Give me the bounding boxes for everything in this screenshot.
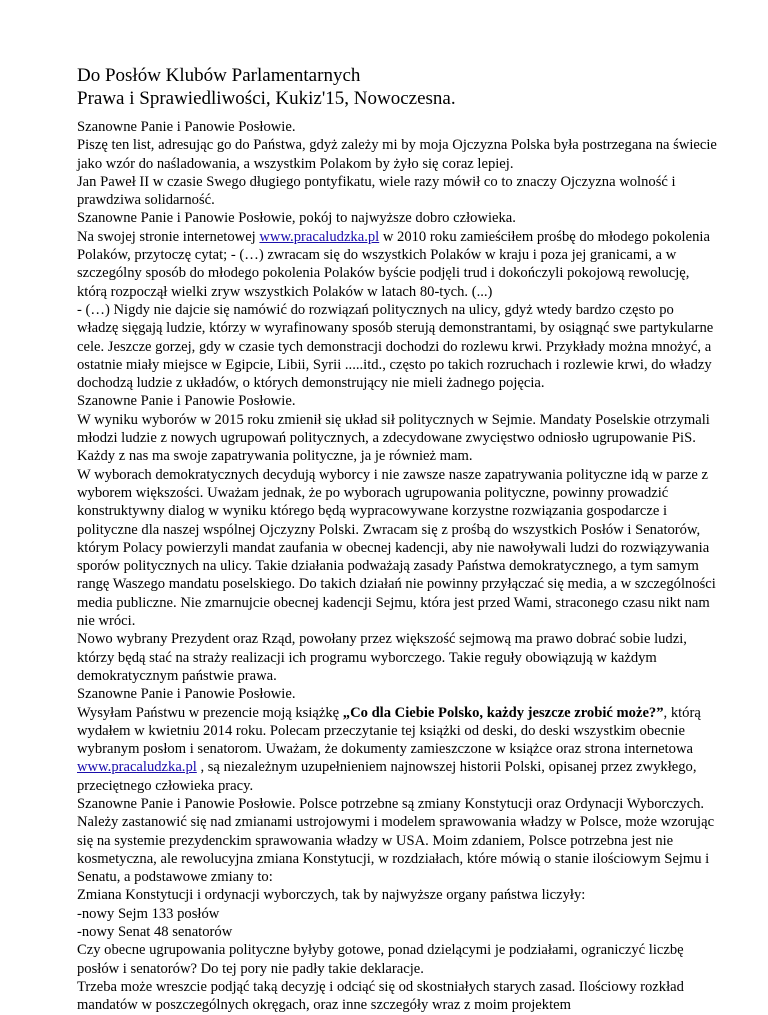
paragraph: Piszę ten list, adresując go do Państwa, gdyż zależy mi by moja Ojczyzna Polska była postrzegana na świecie jako wzór do naśladowania, a wszystkim Polakom by żyło się coraz lepiej. — [77, 137, 717, 172]
paragraph: -nowy Sejm 133 posłów — [77, 905, 220, 922]
paragraph: W wyborach demokratycznych decydują wyborcy i nie zawsze nasze zapatrywania polityczne idą w parze z wyborem większości. Uważam jednak, że po wyborach ugrupowania polityczne, powinny prowadzić konstruktywny dialog w wyniku którego będą wypracowywane korzystne rozwiązania gospodarcze i polityczne dla naszej wspólnej Ojczyzny Polski. Zwracam się z prośbą do wszystkich Posłów i Senatorów, którym Polacy powierzyli mandat zaufania w obecnej kadencji, aby nie nawoływali ludzi do rozwiązywania sporów politycznych na ulicy. Takie działania podważają zasady Państwa demokratycznego, a tym samym rangę Waszego mandatu poselskiego. Do takich działań nie powinny przyłączać się media, a w szczególności media publiczne. Nie zmarnujcie obecnej kadencji Sejmu, która jest przed Wami, straconego czasu nikt nam nie wróci. — [77, 466, 716, 630]
paragraph: Nowo wybrany Prezydent oraz Rząd, powołany przez większość sejmową ma prawo dobrać sobie ludzi, którzy będą stać na straży realizacji ich programu wyborczego. Takie reguły obowiązują w każdym demokratycznym państwie prawa. — [77, 631, 687, 684]
paragraph: -nowy Senat 48 senatorów — [77, 924, 233, 941]
paragraph: Szanowne Panie i Panowie Posłowie. — [77, 119, 296, 135]
heading-line-1: Do Posłów Klubów Parlamentarnych — [77, 65, 361, 86]
text: Wysyłam Państwu w prezencie moją książkę — [77, 704, 343, 721]
paragraph: W wyniku wyborów w 2015 roku zmienił się układ sił politycznych w Sejmie. Mandaty Poselskie otrzymali młodzi ludzie z nowych ugrupowań politycznych, a zdecydowane zwycięstwo odniosło ugrupowanie PiS. Każdy z nas ma swoje zapatrywania polityczne, ja je również mam. — [77, 411, 710, 465]
text: , są niezależnym uzupełnieniem najnowszej historii Polski, opisanej przez zwykłego, przeciętnego człowieka pracy. — [77, 759, 697, 794]
text: w 2010 roku zamieściłem prośbę do młodego pokolenia Polaków, przytoczę cytat; - (…) zwracam się do wszystkich Polaków w kraju i poza jej granicami, a w szczególny sposób do młodego pokolenia Polaków byście podjęli trud i dokończyli pokojową rewolucję, którą rozpoczął wielki zryw wszystkich Polaków w latach 80-tych. (...) — [77, 228, 710, 300]
paragraph — [77, 704, 717, 795]
paragraph: - (…) Nigdy nie dajcie się namówić do rozwiązań politycznych na ulicy, gdyż wtedy bardzo często po władzę sięgają ludzie, którzy w wyrafinowany sposób sterują demonstrantami, by osiągnąć swe partykularne cele. Jeszcze gorzej, gdy w czasie tych demonstracji dochodzi do rozlewu krwi. Przykłady można mnożyć, a ostatnie miały miejsce w Egipcie, Libii, Syrii .....itd., często po takich rozruchach i rozlewie krwi, do władzy dochodzą ludzie z układów, o których demonstrujący nie mieli żadnego pojęcia. — [77, 301, 714, 392]
paragraph: Czy obecne ugrupowania polityczne byłyby gotowe, ponad dzielącymi je podziałami, ograniczyć liczbę posłów i senatorów? Do tej pory nie padły takie deklaracje. — [77, 942, 684, 977]
paragraph: Szanowne Panie i Panowie Posłowie. Polsce potrzebne są zmiany Konstytucji oraz Ordynacji Wyborczych. Należy zastanowić się nad zmianami ustrojowymi i modelem sprawowania władzy w Polsce, może wzorując się na systemie prezydenckim sprawowania władzy w USA. Moim zdaniem, Polsce potrzebna jest nie kosmetyczna, ale rewolucyjna zmiana Konstytucji, w rozdziałach, które mówią o stanie ilościowym Sejmu i Senatu, a podstawowe zmiany to: — [77, 795, 715, 886]
paragraph — [77, 228, 717, 301]
website-link[interactable]: www.pracaludzka.pl — [77, 759, 197, 776]
letter-page — [77, 64, 717, 1015]
paragraph: Szanowne Panie i Panowie Posłowie, pokój to najwyższe dobro człowieka. — [77, 210, 516, 227]
text: , którą wydałem w kwietniu 2014 roku. Polecam przeczytanie tej książki od deski, do deski wszystkim obecnie wybranym posłom i senatorom. Uważam, że dokumenty zamieszczone w książce oraz strona internetowa — [77, 704, 701, 758]
book-title: „Co dla Ciebie Polsko, każdy jeszcze zrobić może?” — [342, 704, 664, 721]
paragraph: Jan Paweł II w czasie Swego długiego pontyfikatu, wiele razy mówił co to znaczy Ojczyzna wolność i prawdziwa solidarność. — [77, 173, 676, 209]
paragraph: Szanowne Panie i Panowie Posłowie. — [77, 393, 296, 410]
paragraph: Trzeba może wreszcie podjąć taką decyzję i odciąć się od skostniałych starych zasad. Ilościowy rozkład mandatów w poszczególnych okręgach, oraz inne szczegóły wraz z moim projektem — [77, 978, 684, 1014]
website-link[interactable]: www.pracaludzka.pl — [259, 228, 380, 245]
paragraph: Zmiana Konstytucji i ordynacji wyborczych, tak by najwyższe organy państwa liczyły: — [77, 887, 586, 904]
letter-body — [77, 118, 717, 1015]
paragraph: Szanowne Panie i Panowie Posłowie. — [77, 686, 296, 703]
letter-heading — [77, 64, 717, 110]
text: Na swojej stronie internetowej — [77, 228, 256, 245]
heading-line-2: Prawa i Sprawiedliwości, Kukiz'15, Nowoczesna. — [77, 88, 456, 109]
